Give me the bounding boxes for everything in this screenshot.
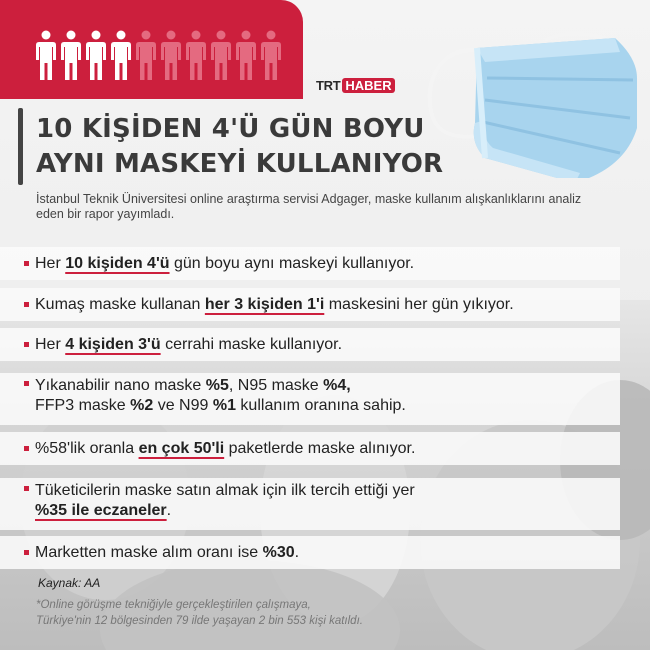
person-icon-highlighted bbox=[60, 30, 82, 82]
title-line-1: 10 KİŞİDEN 4'Ü GÜN BOYU bbox=[36, 114, 425, 144]
bullet-icon bbox=[24, 302, 29, 307]
fact-highlight: 10 kişiden 4'ü bbox=[65, 254, 170, 272]
bullet-icon bbox=[24, 381, 29, 386]
fact-value: %2 bbox=[130, 397, 154, 414]
fact-highlight: %35 ile eczaneler bbox=[35, 502, 167, 519]
people-icons bbox=[35, 30, 282, 82]
person-icon-dim bbox=[135, 30, 157, 82]
person-icon-dim bbox=[160, 30, 182, 82]
fact-value: %1 bbox=[212, 397, 236, 414]
fact-row bbox=[0, 247, 620, 280]
methodology-note bbox=[36, 597, 596, 629]
fact-text: cerrahi maske kullanıyor. bbox=[160, 335, 343, 353]
bullet-icon bbox=[24, 486, 29, 491]
fact-value: %4, bbox=[323, 377, 351, 394]
fact-row bbox=[0, 536, 620, 569]
logo-haber: HABER bbox=[342, 78, 394, 93]
bullet-icon bbox=[24, 446, 29, 451]
fact-text: , N95 maske bbox=[228, 377, 324, 394]
header-band bbox=[0, 0, 303, 99]
person-icon-highlighted bbox=[85, 30, 107, 82]
source-label: Kaynak: AA bbox=[38, 576, 101, 590]
subtitle: İstanbul Teknik Üniversitesi online araştırma servisi Adgager, maske kullanım alışkanlıklarını analiz eden bir rapor yayımladı. bbox=[36, 192, 582, 221]
bullet-icon bbox=[24, 342, 29, 347]
fact-row bbox=[0, 373, 620, 425]
fact-text: FFP3 maske bbox=[35, 397, 131, 414]
fact-text: Yıkanabilir nano maske bbox=[35, 377, 206, 394]
fact-text: maskesini her gün yıkıyor. bbox=[324, 295, 514, 313]
bullet-icon bbox=[24, 261, 29, 266]
person-icon-highlighted bbox=[110, 30, 132, 82]
note-line-1: *Online görüşme tekniğiyle gerçekleştirilen çalışmaya, bbox=[36, 599, 311, 611]
trt-haber-logo bbox=[316, 78, 395, 93]
logo-trt: TRT bbox=[316, 78, 341, 93]
fact-row bbox=[0, 432, 620, 465]
fact-value: %30 bbox=[262, 543, 295, 561]
person-icon-dim bbox=[210, 30, 232, 82]
fact-row bbox=[0, 328, 620, 361]
person-icon-dim bbox=[235, 30, 257, 82]
fact-text: Tüketicilerin maske satın almak için ilk tercih ettiği yer bbox=[35, 482, 415, 499]
fact-text: Her bbox=[35, 335, 66, 353]
fact-highlight: en çok 50'li bbox=[138, 439, 225, 457]
fact-text: ve N99 bbox=[153, 397, 213, 414]
person-icon-dim bbox=[185, 30, 207, 82]
fact-text: Her bbox=[35, 254, 66, 272]
fact-text: Kumaş maske kullanan bbox=[35, 295, 205, 313]
fact-text: kullanım oranına sahip. bbox=[235, 397, 406, 414]
fact-highlight: 4 kişiden 3'ü bbox=[65, 335, 161, 353]
fact-row bbox=[0, 288, 620, 321]
fact-highlight: her 3 kişiden 1'i bbox=[204, 295, 325, 313]
fact-text: . bbox=[166, 502, 172, 519]
fact-value: %5 bbox=[205, 377, 229, 394]
person-icon-highlighted bbox=[35, 30, 57, 82]
fact-text: %58'lik oranla bbox=[35, 439, 139, 457]
fact-row bbox=[0, 478, 620, 530]
bullet-icon bbox=[24, 550, 29, 555]
page-title bbox=[36, 112, 516, 182]
title-line-2: AYNI MASKEYİ KULLANIYOR bbox=[36, 149, 444, 179]
fact-text: gün boyu aynı maskeyi kullanıyor. bbox=[169, 254, 415, 272]
fact-text: Marketten maske alım oranı ise bbox=[35, 543, 263, 561]
fact-text: paketlerde maske alınıyor. bbox=[224, 439, 416, 457]
title-accent-bar bbox=[18, 108, 23, 185]
note-line-2: Türkiye'nin 12 bölgesinden 79 ilde yaşayan 2 bin 553 kişi katıldı. bbox=[36, 615, 363, 627]
fact-text: . bbox=[294, 543, 300, 561]
person-icon-dim bbox=[260, 30, 282, 82]
